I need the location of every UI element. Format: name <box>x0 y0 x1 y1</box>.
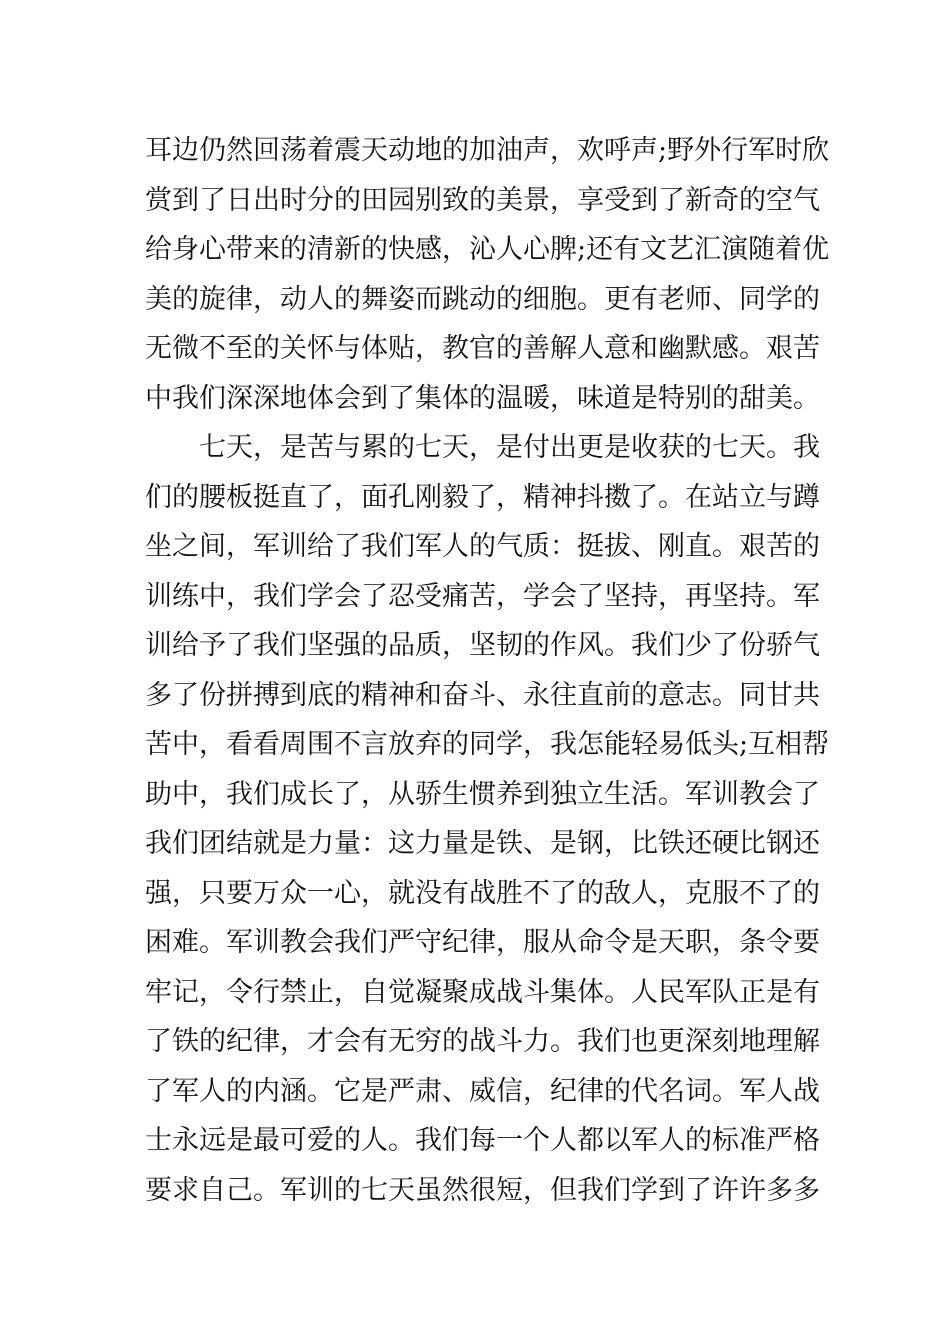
text-line: 赏到了日出时分的田园别致的美景，享受到了新奇的空气 <box>145 184 820 216</box>
text-line: 苦中，看看周围不言放弃的同学，我怎能轻易低头;互相帮 <box>145 729 830 760</box>
text-line: 训给予了我们坚强的品质，坚韧的作风。我们少了份骄气 <box>145 630 820 661</box>
text-line: 强，只要万众一心，就没有战胜不了的敌人，克服不了的 <box>145 877 820 909</box>
text-line: 要求自己。军训的七天虽然很短，但我们学到了许许多多 <box>145 1174 820 1206</box>
text-line: 士永远是最可爱的人。我们每一个人都以军人的标准严格 <box>145 1125 820 1156</box>
text-line: 给身心带来的清新的快感，沁人心脾;还有文艺汇演随着优 <box>145 234 830 265</box>
text-line: 了军人的内涵。它是严肃、威信，纪律的代名词。军人战 <box>145 1075 820 1107</box>
text-line: 耳边仍然回荡着震天动地的加油声，欢呼声;野外行军时欣 <box>145 135 830 166</box>
text-line: 了铁的纪律，才会有无穷的战斗力。我们也更深刻地理解 <box>145 1026 820 1057</box>
paragraph-1 <box>145 126 830 423</box>
text-line: 美的旋律，动人的舞姿而跳动的细胞。更有老师、同学的 <box>145 283 820 315</box>
text-line: 助中，我们成长了，从骄生惯养到独立生活。军训教会了 <box>145 778 820 810</box>
text-line: 中我们深深地体会到了集体的温暖，味道是特别的甜美。 <box>145 382 820 414</box>
text-line: 牢记，令行禁止，自觉凝聚成战斗集体。人民军队正是有 <box>145 976 820 1008</box>
text-line: 困难。军训教会我们严守纪律，服从命令是天职，条令要 <box>145 927 820 958</box>
text-line: 无微不至的关怀与体贴，教官的善解人意和幽默感。艰苦 <box>145 333 820 364</box>
text-line: 们的腰板挺直了，面孔刚毅了，精神抖擞了。在站立与蹲 <box>145 481 820 513</box>
text-line: 训练中，我们学会了忍受痛苦，学会了坚持，再坚持。军 <box>145 580 820 612</box>
text-line: 我们团结就是力量：这力量是铁、是钢，比铁还硬比钢还 <box>145 828 820 859</box>
text-line: 七天，是苦与累的七天，是付出更是收获的七天。我 <box>199 432 820 463</box>
paragraph-2 <box>145 423 830 1215</box>
text-line: 多了份拼搏到底的精神和奋斗、永往直前的意志。同甘共 <box>145 679 820 711</box>
document-body <box>145 126 830 1215</box>
text-line: 坐之间，军训给了我们军人的气质：挺拔、刚直。艰苦的 <box>145 531 820 562</box>
